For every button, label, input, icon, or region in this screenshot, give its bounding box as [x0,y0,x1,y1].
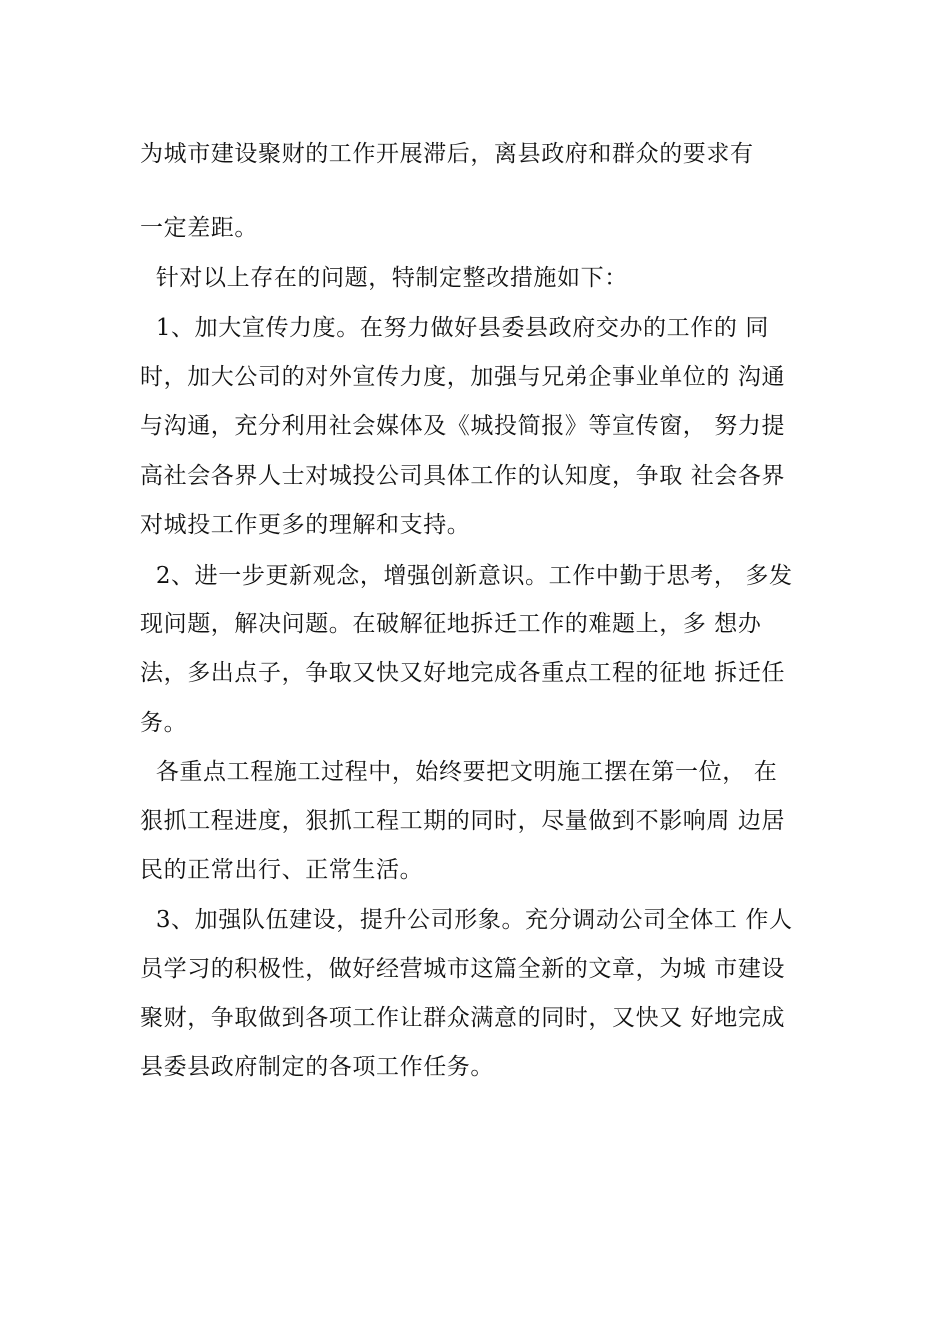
text-line-4: 1、加大宣传力度。在努力做好县委县政府交办的工作的 同 [140,315,769,341]
text-line-6: 与沟通，充分利用社会媒体及《城投简报》等宣传窗， 努力提 [140,413,786,439]
text-line-1: 为城市建设聚财的工作开展滞后，离县政府和群众的要求有 [140,141,754,167]
text-line-19: 县委县政府制定的各项工作任务。 [140,1054,494,1080]
text-line-13: 各重点工程施工过程中，始终要把文明施工摆在第一位， 在 [140,759,778,785]
text-line-12: 务。 [140,710,188,736]
text-line-9: 2、进一步更新观念，增强创新意识。工作中勤于思考， 多发 [140,563,793,589]
text-line-17: 员学习的积极性，做好经营城市这篇全新的文章，为城 市建设 [140,956,786,982]
text-line-10: 现问题，解决问题。在破解征地拆迁工作的难题上，多 想办 [140,611,762,637]
text-line-7: 高社会各界人士对城投公司具体工作的认知度，争取 社会各界 [140,463,786,489]
text-line-15: 民的正常出行、正常生活。 [140,857,424,883]
text-line-11: 法，多出点子，争取又快又好地完成各重点工程的征地 拆迁任 [140,660,786,686]
text-line-8: 对城投工作更多的理解和支持。 [140,512,471,538]
text-line-18: 聚财，争取做到各项工作让群众满意的同时，又快又 好地完成 [140,1005,786,1031]
text-line-2: 一定差距。 [140,215,258,241]
text-line-16: 3、加强队伍建设，提升公司形象。充分调动公司全体工 作人 [140,907,793,933]
text-line-14: 狠抓工程进度，狠抓工程工期的同时，尽量做到不影响周 边居 [140,808,786,834]
text-line-5: 时，加大公司的对外宣传力度，加强与兄弟企事业单位的 沟通 [140,364,786,390]
text-line-3: 针对以上存在的问题，特制定整改措施如下： [140,265,628,291]
